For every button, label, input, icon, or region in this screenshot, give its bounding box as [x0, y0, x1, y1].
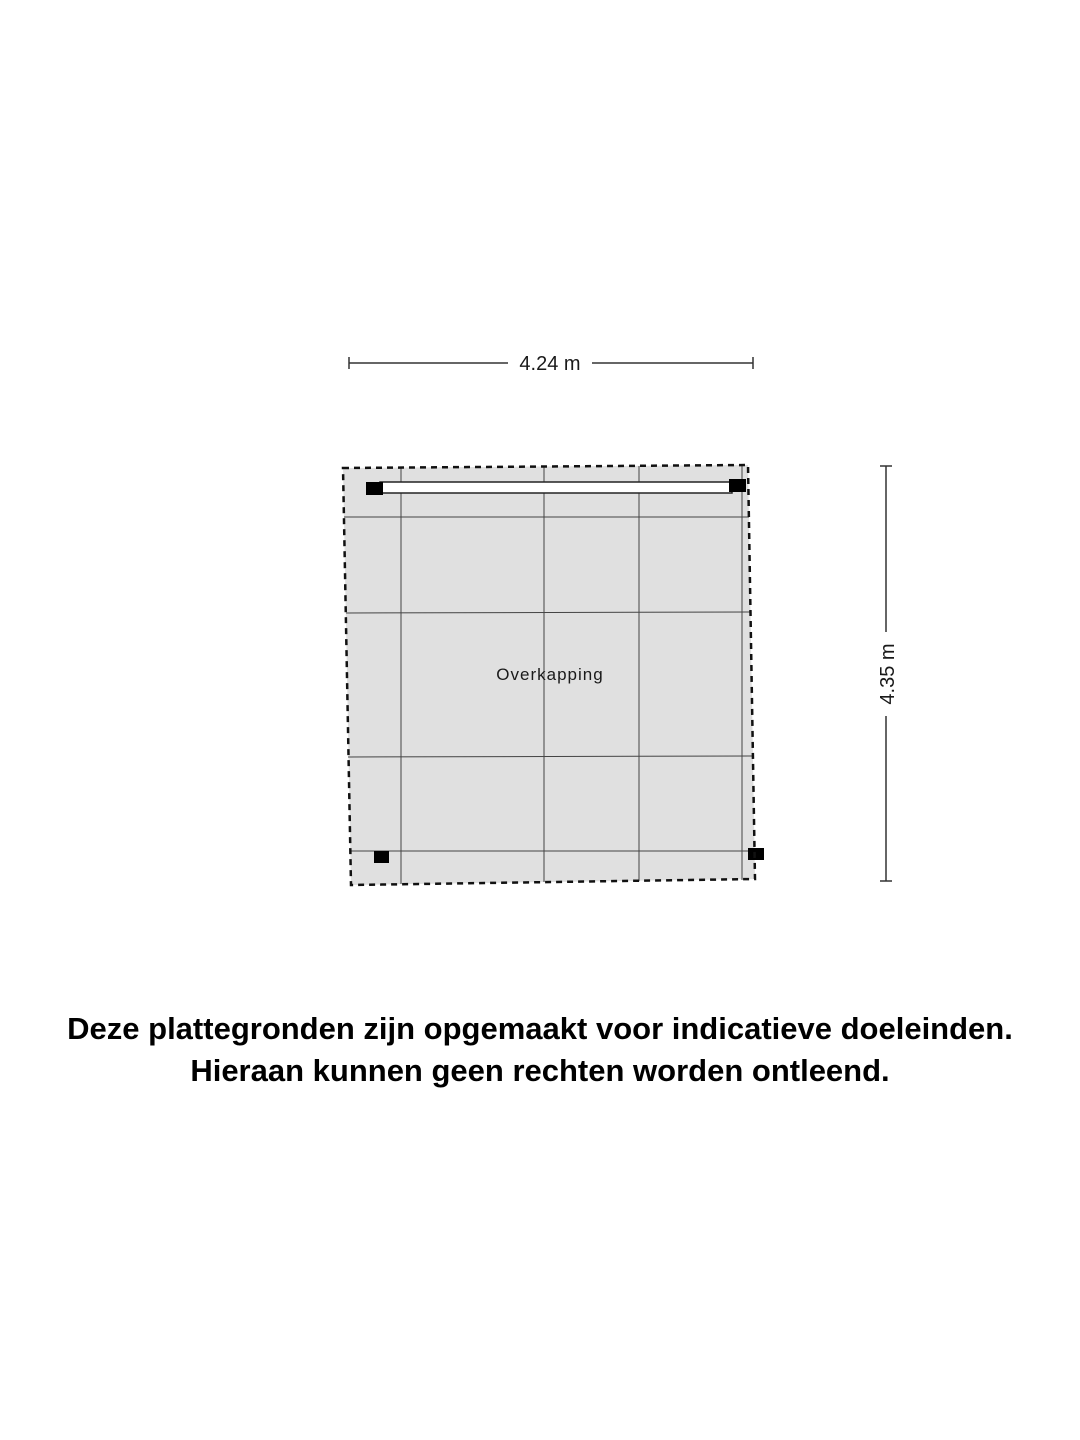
post-bottom-right: [748, 848, 764, 860]
roof-beam: [380, 482, 732, 493]
height-dimension: [877, 466, 899, 881]
height-dimension-label: 4.35 m: [877, 643, 899, 705]
post-top-right: [729, 479, 746, 492]
disclaimer-line-1: Deze plattegronden zijn opgemaakt voor indicatieve doeleinden.: [67, 1011, 1013, 1046]
disclaimer: [0, 1008, 1080, 1092]
post-top-left: [366, 482, 383, 495]
post-bottom-left: [374, 851, 389, 863]
disclaimer-line-2: Hieraan kunnen geen rechten worden ontleend.: [190, 1053, 890, 1088]
width-dimension: [349, 353, 753, 375]
room-label: Overkapping: [496, 665, 604, 684]
width-dimension-label: 4.24 m: [519, 353, 581, 375]
roof-beam-body: [380, 482, 732, 493]
